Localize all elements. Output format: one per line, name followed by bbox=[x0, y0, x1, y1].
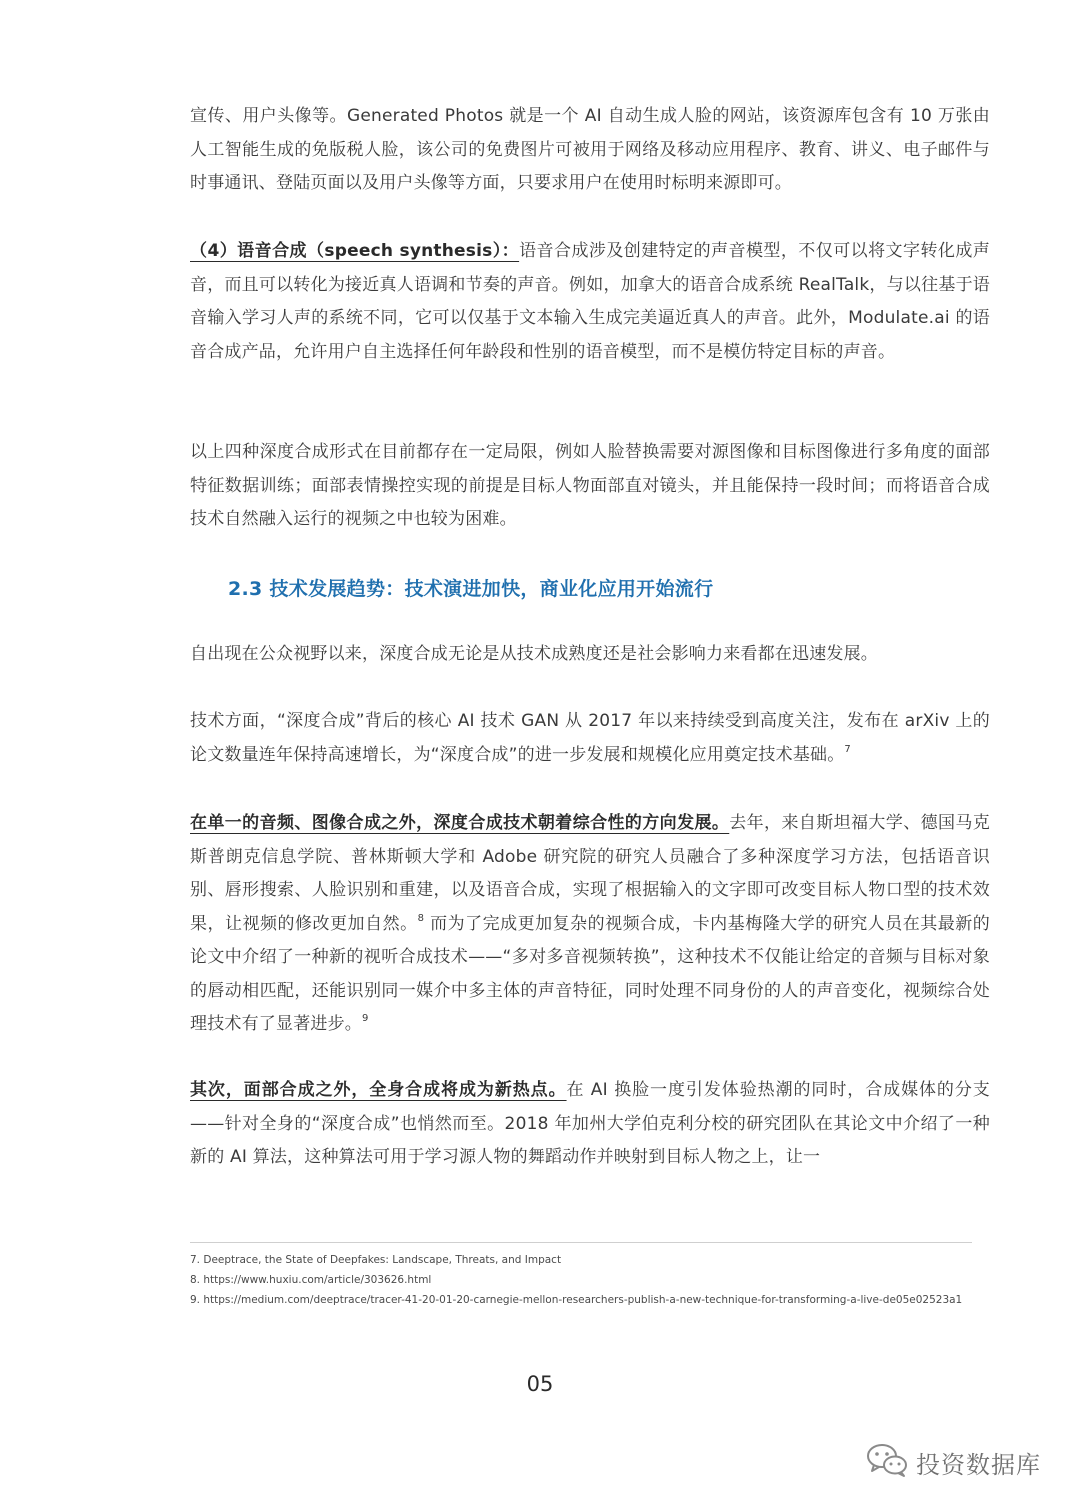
paragraph-full-body-synthesis bbox=[190, 1074, 990, 1175]
footnote-9: 9. https://medium.com/deeptrace/tracer-41-20-01-20-carnegie-mellon-researchers-publish-a-new-technique-for-transforming-a-live-de05e02523a1 bbox=[190, 1294, 963, 1306]
full-body-synthesis-lead: 其次，面部合成之外，全身合成将成为新热点。 bbox=[190, 1080, 567, 1100]
paragraph-comprehensive-synthesis bbox=[190, 807, 990, 1042]
speech-synthesis-body: 语音合成涉及创建特定的声音模型，不仅可以将文字转化成声音，而且可以转化为接近真人语调和节奏的声音。例如，加拿大的语音合成系统 RealTalk，与以往基于语音输入学习人声的系统不同，它可以仅基于文本输入生成完美逼近真人的声音。此外，Modulate.ai 的语音合成产品，允许用户自主选择任何年龄段和性别的语音模型，而不是模仿特定目标的声音。 bbox=[190, 241, 990, 362]
full-body-synthesis-body: 在 AI 换脸一度引发体验热潮的同时，合成媒体的分支——针对全身的“深度合成”也悄然而至。2018 年加州大学伯克利分校的研究团队在其论文中介绍了一种新的 AI 算法，这种算法可用于学习源人物的舞蹈动作并映射到目标人物之上，让一 bbox=[190, 1080, 990, 1167]
comprehensive-synthesis-body-b: 而为了完成更加复杂的视频合成，卡内基梅隆大学的研究人员在其最新的论文中介绍了一种新的视听合成技术——“多对多音视频转换”，这种技术不仅能让给定的音频与目标对象的唇动相匹配，还能识别同一媒介中多主体的声音特征，同时处理不同身份的人的声音变化，视频综合处理技术有了显著进步。 bbox=[190, 913, 990, 1034]
speech-synthesis-lead: （4）语音合成（speech synthesis）： bbox=[190, 241, 520, 261]
comprehensive-synthesis-body-a: 去年，来自斯坦福大学、德国马克斯普朗克信息学院、普林斯顿大学和 Adobe 研究院的研究人员融合了多种深度学习方法，包括语音识别、唇形搜索、人脸识别和重建，以及语音合成，实现了根据输入的文字即可改变目标人物口型的技术效果，让视频的修改更加自然。 bbox=[190, 813, 991, 934]
paragraph-speech-synthesis bbox=[190, 235, 990, 369]
footnote-8: 8. https://www.huxiu.com/article/303626.html bbox=[190, 1274, 432, 1286]
paragraph-limitations: 以上四种深度合成形式在目前都存在一定局限，例如人脸替换需要对源图像和目标图像进行多角度的面部特征数据训练；面部表情操控实现的前提是目标人物面部直对镜头，并且能保持一段时间；而将语音合成技术自然融入运行的视频之中也较为困难。 bbox=[190, 442, 990, 529]
wechat-icon bbox=[866, 1442, 908, 1482]
footnote-ref-9: 9 bbox=[362, 1013, 369, 1024]
paragraph-generated-photos: 宣传、用户头像等。Generated Photos 就是一个 AI 自动生成人脸的网站，该资源库包含有 10 万张由人工智能生成的免版税人脸，该公司的免费图片可被用于网络及移动应用程序、教育、讲义、电子邮件与时事通讯、登陆页面以及用户头像等方面，只要求用户在使用时标明来源即可。 bbox=[190, 106, 990, 193]
footnote-7: 7. Deeptrace, the State of Deepfakes: Landscape, Threats, and Impact bbox=[190, 1254, 562, 1266]
footnotes bbox=[190, 1250, 990, 1310]
paragraph-rapid-development: 自出现在公众视野以来，深度合成无论是从技术成熟度还是社会影响力来看都在迅速发展。 bbox=[190, 644, 878, 664]
paragraph-gan-technology bbox=[190, 705, 990, 772]
footnote-ref-7: 7 bbox=[844, 743, 851, 755]
watermark-text: 投资数据库 bbox=[916, 1450, 1041, 1479]
footnote-ref-8: 8 bbox=[417, 912, 425, 924]
page-number: 05 bbox=[526, 1372, 554, 1396]
comprehensive-synthesis-lead: 在单一的音频、图像合成之外，深度合成技术朝着综合性的方向发展。 bbox=[190, 813, 730, 833]
wechat-watermark bbox=[866, 1440, 1041, 1484]
footnote-divider bbox=[190, 1242, 972, 1243]
gan-technology-text: 技术方面，“深度合成”背后的核心 AI 技术 GAN 从 2017 年以来持续受到高度关注，发布在 arXiv 上的论文数量连年保持高速增长，为“深度合成”的进一步发展和规模化应用奠定技术基础。 bbox=[190, 711, 990, 765]
section-heading-2-3: 2.3 技术发展趋势：技术演进加快，商业化应用开始流行 bbox=[228, 578, 714, 600]
